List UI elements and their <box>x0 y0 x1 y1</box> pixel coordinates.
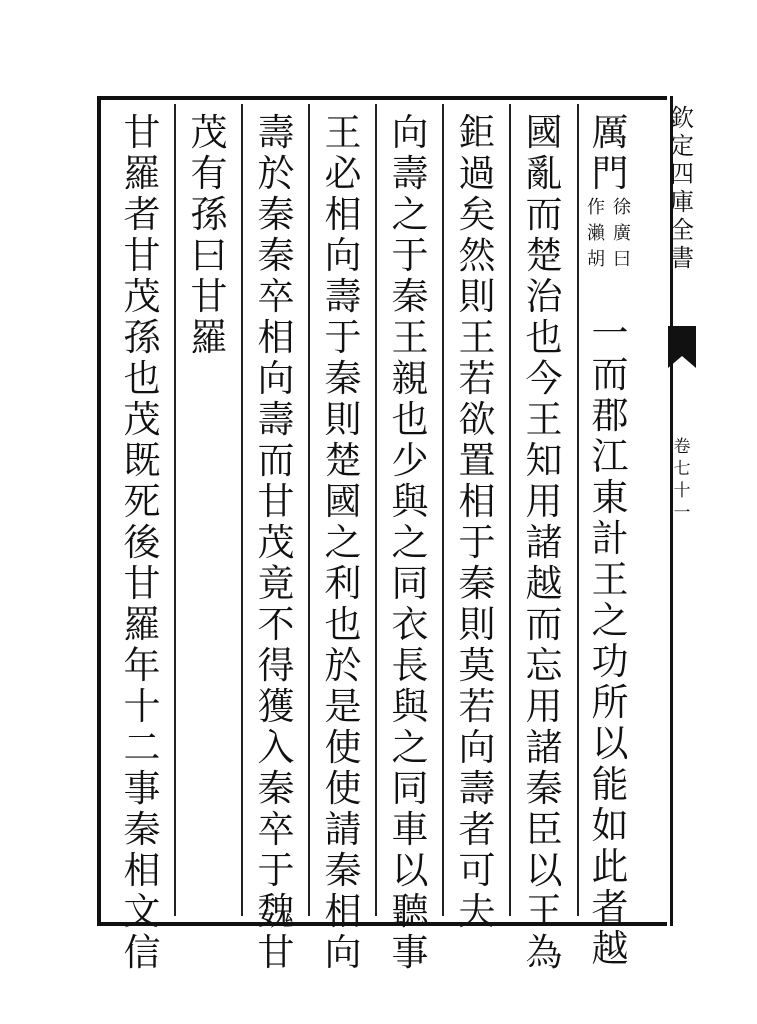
column-rule <box>442 104 444 916</box>
glyph: 秦 <box>324 849 362 892</box>
glyph: 一 <box>591 312 629 355</box>
glyph: 曰 <box>190 234 228 277</box>
glyph: 也 <box>525 316 563 359</box>
glyph: 國 <box>525 111 563 154</box>
glyph: 相 <box>257 316 295 359</box>
glyph: 後 <box>123 521 161 564</box>
glyph: 甘 <box>257 480 295 523</box>
glyph: 莫 <box>458 644 496 687</box>
glyph: 壽 <box>391 152 429 195</box>
glyph: 獲 <box>257 685 295 728</box>
glyph: 壽 <box>324 275 362 318</box>
volume-label <box>670 436 694 524</box>
glyph: 則 <box>458 603 496 646</box>
glyph: 則 <box>458 275 496 318</box>
glyph: 厲 <box>591 111 629 154</box>
glyph: 以 <box>391 849 429 892</box>
glyph: 者 <box>591 886 629 929</box>
glyph: 郡 <box>591 394 629 437</box>
annotation-right <box>610 196 634 274</box>
glyph: 死 <box>123 480 161 523</box>
glyph: 壽 <box>257 398 295 441</box>
glyph: 同 <box>391 562 429 605</box>
glyph: 夫 <box>458 890 496 933</box>
glyph: 得 <box>257 644 295 687</box>
glyph: 羅 <box>123 152 161 195</box>
glyph: 王 <box>324 111 362 154</box>
book-title <box>668 104 696 272</box>
column-rule <box>375 104 377 916</box>
glyph: 廣 <box>613 223 631 244</box>
glyph: 于 <box>391 234 429 277</box>
glyph: 徐 <box>613 197 631 218</box>
glyph: 置 <box>458 439 496 482</box>
glyph: 為 <box>525 931 563 974</box>
glyph: 年 <box>123 644 161 687</box>
glyph: 知 <box>525 439 563 482</box>
glyph: 向 <box>458 726 496 769</box>
glyph: 十 <box>123 685 161 728</box>
glyph: 于 <box>458 521 496 564</box>
glyph: 此 <box>591 845 629 888</box>
glyph: 於 <box>257 152 295 195</box>
page-margin <box>668 96 708 926</box>
glyph: 秦 <box>257 767 295 810</box>
glyph: 者 <box>123 193 161 236</box>
glyph: 秦 <box>525 767 563 810</box>
glyph: 而 <box>591 353 629 396</box>
text-column-1 <box>586 112 634 194</box>
glyph: 也 <box>324 603 362 646</box>
glyph: 者 <box>458 808 496 851</box>
glyph: 王 <box>591 558 629 601</box>
text-column-6 <box>252 112 300 973</box>
glyph: 向 <box>324 931 362 974</box>
glyph: 之 <box>391 521 429 564</box>
glyph: 相 <box>324 890 362 933</box>
text-column-5 <box>319 112 367 973</box>
glyph: 相 <box>123 849 161 892</box>
glyph: 相 <box>324 193 362 236</box>
glyph: 欲 <box>458 398 496 441</box>
glyph: 也 <box>391 398 429 441</box>
glyph: 甘 <box>190 275 228 318</box>
column-rule <box>174 104 176 916</box>
glyph: 楚 <box>324 439 362 482</box>
glyph: 也 <box>123 357 161 400</box>
column-1-head <box>592 112 629 194</box>
glyph: 同 <box>391 767 429 810</box>
text-column-8 <box>118 112 166 973</box>
text-column-1-tail <box>586 312 634 972</box>
glyph: 文 <box>123 890 161 933</box>
glyph: 諸 <box>525 726 563 769</box>
glyph: 茂 <box>190 111 228 154</box>
glyph: 于 <box>324 316 362 359</box>
glyph: 二 <box>123 726 161 769</box>
glyph: 瀨 <box>587 223 605 244</box>
glyph: 少 <box>391 439 429 482</box>
glyph: 甘 <box>123 234 161 277</box>
fishtail-mark <box>668 326 696 368</box>
glyph: 以 <box>525 849 563 892</box>
glyph: 七 <box>673 459 691 479</box>
glyph: 相 <box>458 480 496 523</box>
glyph: 王 <box>525 890 563 933</box>
glyph: 使 <box>324 767 362 810</box>
text-column-3 <box>453 112 501 932</box>
glyph: 之 <box>391 193 429 236</box>
glyph: 茂 <box>257 521 295 564</box>
glyph: 所 <box>591 681 629 724</box>
glyph: 請 <box>324 808 362 851</box>
glyph: 壽 <box>257 111 295 154</box>
glyph: 羅 <box>123 603 161 646</box>
glyph: 甘 <box>257 931 295 974</box>
glyph: 秦 <box>257 193 295 236</box>
glyph: 如 <box>591 804 629 847</box>
glyph: 事 <box>391 931 429 974</box>
glyph: 聽 <box>391 890 429 933</box>
glyph: 十 <box>673 481 691 501</box>
glyph: 江 <box>591 435 629 478</box>
glyph: 有 <box>190 152 228 195</box>
glyph: 臣 <box>525 808 563 851</box>
glyph: 全 <box>670 216 694 244</box>
glyph: 王 <box>525 398 563 441</box>
glyph: 定 <box>670 132 694 160</box>
glyph: 若 <box>458 685 496 728</box>
glyph: 書 <box>670 244 694 272</box>
text-column-7 <box>185 112 233 358</box>
glyph: 用 <box>525 685 563 728</box>
glyph: 之 <box>391 726 429 769</box>
glyph: 秦 <box>391 275 429 318</box>
glyph: 向 <box>324 234 362 277</box>
glyph: 則 <box>324 398 362 441</box>
glyph: 秦 <box>324 357 362 400</box>
glyph: 是 <box>324 685 362 728</box>
glyph: 茂 <box>123 275 161 318</box>
glyph: 越 <box>591 927 629 970</box>
glyph: 秦 <box>257 234 295 277</box>
column-rule <box>577 104 579 916</box>
glyph: 之 <box>324 521 362 564</box>
glyph: 然 <box>458 234 496 277</box>
glyph: 甘 <box>123 562 161 605</box>
glyph: 於 <box>324 644 362 687</box>
glyph: 于 <box>257 849 295 892</box>
glyph: 不 <box>257 603 295 646</box>
glyph: 若 <box>458 357 496 400</box>
glyph: 而 <box>525 603 563 646</box>
glyph: 卷 <box>673 437 691 457</box>
glyph: 王 <box>458 316 496 359</box>
glyph: 衣 <box>391 603 429 646</box>
glyph: 亂 <box>525 152 563 195</box>
glyph: 孫 <box>190 193 228 236</box>
glyph: 計 <box>591 517 629 560</box>
glyph: 鉅 <box>458 111 496 154</box>
page-frame <box>97 96 667 926</box>
glyph: 王 <box>391 316 429 359</box>
glyph: 諸 <box>525 521 563 564</box>
glyph: 長 <box>391 644 429 687</box>
column-rule <box>509 104 511 916</box>
glyph: 與 <box>391 480 429 523</box>
glyph: 竟 <box>257 562 295 605</box>
glyph: 秦 <box>123 808 161 851</box>
glyph: 越 <box>525 562 563 605</box>
glyph: 功 <box>591 640 629 683</box>
glyph: 秦 <box>458 562 496 605</box>
glyph: 親 <box>391 357 429 400</box>
glyph: 既 <box>123 439 161 482</box>
glyph: 利 <box>324 562 362 605</box>
glyph: 而 <box>525 193 563 236</box>
glyph: 可 <box>458 849 496 892</box>
glyph: 今 <box>525 357 563 400</box>
glyph: 使 <box>324 726 362 769</box>
glyph: 治 <box>525 275 563 318</box>
column-rule <box>308 104 310 916</box>
glyph: 與 <box>391 685 429 728</box>
glyph: 事 <box>123 767 161 810</box>
glyph: 羅 <box>190 316 228 359</box>
glyph: 以 <box>591 722 629 765</box>
glyph: 向 <box>391 111 429 154</box>
glyph: 欽 <box>670 104 694 132</box>
glyph: 卒 <box>257 808 295 851</box>
glyph: 曰 <box>613 249 631 270</box>
glyph: 必 <box>324 152 362 195</box>
glyph: 一 <box>673 503 691 523</box>
glyph: 門 <box>591 152 629 195</box>
glyph: 國 <box>324 480 362 523</box>
glyph: 忘 <box>525 644 563 687</box>
glyph: 矣 <box>458 193 496 236</box>
glyph: 能 <box>591 763 629 806</box>
glyph: 入 <box>257 726 295 769</box>
glyph: 茂 <box>123 398 161 441</box>
glyph: 胡 <box>587 249 605 270</box>
text-column-4 <box>386 112 434 973</box>
annotation-left <box>584 196 608 274</box>
glyph: 車 <box>391 808 429 851</box>
glyph: 信 <box>123 931 161 974</box>
glyph: 過 <box>458 152 496 195</box>
glyph: 四 <box>670 160 694 188</box>
glyph: 作 <box>587 197 605 218</box>
glyph: 而 <box>257 439 295 482</box>
glyph: 楚 <box>525 234 563 277</box>
glyph: 卒 <box>257 275 295 318</box>
glyph: 壽 <box>458 767 496 810</box>
text-column-2 <box>520 112 568 973</box>
glyph: 庫 <box>670 188 694 216</box>
glyph: 用 <box>525 480 563 523</box>
glyph: 東 <box>591 476 629 519</box>
glyph: 孫 <box>123 316 161 359</box>
glyph: 甘 <box>123 111 161 154</box>
glyph: 魏 <box>257 890 295 933</box>
glyph: 向 <box>257 357 295 400</box>
glyph: 之 <box>591 599 629 642</box>
column-rule <box>241 104 243 916</box>
